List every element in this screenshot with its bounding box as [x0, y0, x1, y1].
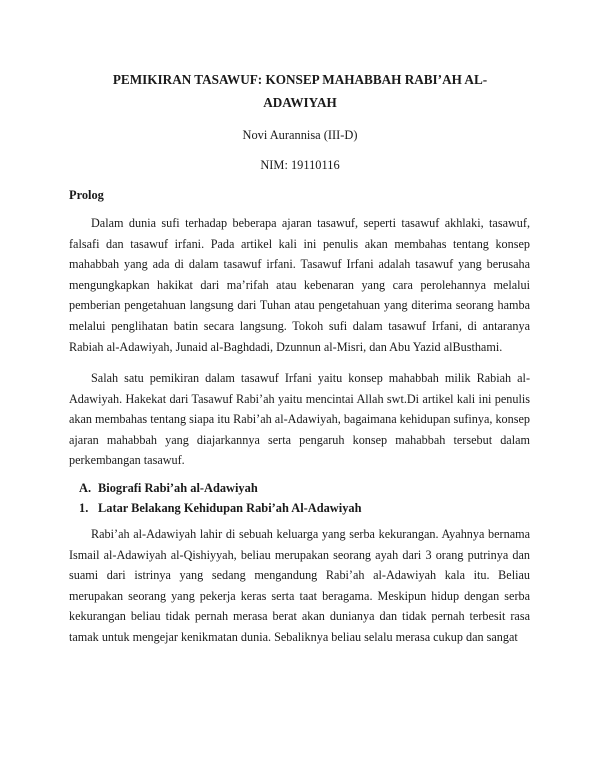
- author-name: Novi Aurannisa (III-D): [242, 128, 358, 142]
- section-number: A.: [79, 481, 92, 495]
- section-label: Biografi Rabi’ah al-Adawiyah: [98, 481, 258, 495]
- prolog-heading: Prolog: [69, 188, 104, 202]
- section-number: 1.: [79, 501, 89, 515]
- paragraph-prolog-2: Salah satu pemikiran dalam tasawuf Irfani yaitu konsep mahabbah milik Rabiah al-Adawiyah. Hakekat dari Tasawuf Rabi’ah yaitu mencintai Allah swt.Di artikel kali ini penulis akan membahas tentang siapa itu Rabi’ah al-Adawiyah, bagaimana kehidupan sufinya, konsep ajaran mahabbah yang diajarkannya serta pengaruh konsep mahabbah tersebut dalam perkembangan tasawuf.: [69, 371, 530, 468]
- subsection-heading-latar-belakang: [79, 501, 361, 516]
- section-heading-biografi: [79, 481, 258, 496]
- student-id: NIM: 19110116: [260, 158, 340, 172]
- document-title: PEMIKIRAN TASAWUF: KONSEP MAHABBAH RABI’AH AL-ADAWIYAH: [112, 72, 488, 110]
- paragraph-prolog-1: Dalam dunia sufi terhadap beberapa ajaran tasawuf, seperti tasawuf akhlaki, tasawuf, falsafi dan tasawuf irfani. Pada artikel kali ini penulis akan membahas tentang konsep mahabbah yang ada di dalam tasawuf irfani. Tasawuf Irfani adalah tasawuf yang berusaha mengungkapkan hakikat dari ma’rifah atau kebenaran yang cara perolehannya melalui pemberian pengetahuan langsung dari Tuhan atau pengetahuan yang diterima seorang hamba melalui penglihatan batin secara langsung. Tokoh sufi dalam tasawuf Irfani, di antaranya Rabiah al-Adawiyah, Junaid al-Baghdadi, Dzunnun al-Misri, dan Abu Yazid alBusthami.: [69, 216, 530, 354]
- section-label: Latar Belakang Kehidupan Rabi’ah Al-Adawiyah: [98, 501, 362, 515]
- paragraph-biografi-1: Rabi’ah al-Adawiyah lahir di sebuah keluarga yang serba kekurangan. Ayahnya bernama Ismail al-Adawiyah al-Qishiyyah, beliau merupakan seorang ayah dari 3 orang putrinya dan suami dari istrinya yang sedang mengandung Rabi’ah al-Adawiyah kala itu. Beliau merupakan seorang yang pekerja keras serta taat beragama. Meskipun hidup dengan serba kekurangan beliau tidak pernah merasa berat akan dunianya dan tidak pernah terbesit rasa tamak untuk mengejar kenikmatan dunia. Sebaliknya beliau selalu merasa cukup dan sangat: [69, 527, 530, 644]
